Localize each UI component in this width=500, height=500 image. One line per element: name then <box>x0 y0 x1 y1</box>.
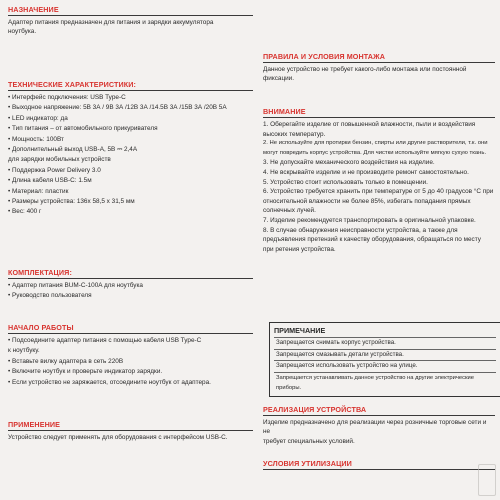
note-row: Запрещается смазывать детали устройства. <box>274 349 496 361</box>
spec-item: • Выходное напряжение: 5В 3А / 9В 3А /12В 3А /14.5В 3А /15В 3А /20В 5А <box>8 104 227 112</box>
mounting-section <box>263 52 495 84</box>
attention-item: предъявления претензий к качеству оборудования, обращаться по месту <box>263 236 481 244</box>
heading-divider <box>8 90 253 91</box>
attention-item: 1. Оберегайте изделие от повышенной влажности, пыли и воздействия <box>263 121 476 128</box>
mounting-line: фиксации. <box>263 75 295 83</box>
note-row: Запрещается снимать корпус устройства. <box>274 337 496 349</box>
spec-item: • Мощность: 100Вт <box>8 135 64 143</box>
attention-item: 8. В случае обнаружения неисправности устройства, а также для <box>263 226 458 234</box>
attention-item: 4. Не вскрывайте изделие и не производите ремонт самостоятельно. <box>263 168 469 176</box>
disposal-section <box>263 459 495 472</box>
usage-line: Устройство следует применять для оборудования с интерфейсом USB-C. <box>8 434 228 441</box>
attention-item: могут повредить корпус устройства. Для чистки используйте мягкую сухую ткань. <box>263 149 487 156</box>
spec-item: • Материал: пластик <box>8 187 69 195</box>
mounting-heading: ПРАВИЛА И УСЛОВИЯ МОНТАЖА <box>263 52 385 61</box>
attention-item: при ретения устройства. <box>263 245 336 253</box>
heading-divider <box>8 333 253 334</box>
mounting-line: Данное устройство не требует какого-либо монтажа или постоянной <box>263 66 467 73</box>
kit-section <box>8 268 253 302</box>
heading-divider <box>8 278 253 279</box>
start-item: к ноутбуку. <box>8 347 40 355</box>
start-item: • Включите ноутбук и проверьте индикатор зарядки. <box>8 368 163 376</box>
note-row: Запрещается использовать устройство на улице. <box>274 360 496 372</box>
attention-heading: ВНИМАНИЕ <box>263 107 306 116</box>
heading-divider <box>8 15 253 16</box>
specs-section <box>8 80 253 218</box>
attention-item: 6. Устройство требуется хранить при температуре от 5 до 40 градусов °С при <box>263 188 494 196</box>
spec-item: • Вес: 400 г <box>8 208 42 216</box>
spec-item: • LED индикатор: да <box>8 114 68 122</box>
attention-item: 2. Не используйте для протирки бензин, спирты или другие растворители, т.к. они <box>263 140 488 147</box>
usage-heading: ПРИМЕНЕНИЕ <box>8 420 61 429</box>
disposal-heading: УСЛОВИЯ УТИЛИЗАЦИИ <box>263 459 352 468</box>
start-heading: НАЧАЛО РАБОТЫ <box>8 323 74 332</box>
attention-item: солнечных лучей. <box>263 207 316 215</box>
purpose-heading: НАЗНАЧЕНИЕ <box>8 5 59 14</box>
start-item: • Подсоедините адаптер питания с помощью кабеля USB Type-C <box>8 337 202 344</box>
usage-section <box>8 420 253 443</box>
attention-item: 5. Устройство стоит использовать только в помещении. <box>263 178 428 186</box>
kit-item: • Адаптер питания BUM-C-100A для ноутбука <box>8 282 143 289</box>
sales-line: требует специальных условий. <box>263 437 355 445</box>
heading-divider <box>263 469 495 470</box>
faded-certification-mark <box>478 464 496 496</box>
heading-divider <box>263 62 495 63</box>
start-item: • Вставьте вилку адаптера в сеть 220В <box>8 357 124 365</box>
spec-item: • Длина кабеля USB-C: 1.5м <box>8 177 92 185</box>
heading-divider <box>263 117 495 118</box>
attention-item: относительной влажности не более 85%, избегать попадания прямых <box>263 197 471 205</box>
attention-item: 3. Не допускайте механического воздействия на изделие. <box>263 159 435 167</box>
purpose-section <box>8 5 253 37</box>
sales-heading: РЕАЛИЗАЦИЯ УСТРОЙСТВА <box>263 405 367 414</box>
sales-line: Изделие предназначено для реализации через розничные торговые сети и не <box>263 419 487 436</box>
purpose-line: Адаптер питания предназначен для питания и зарядки аккумулятора <box>8 19 214 26</box>
sales-section <box>263 405 495 446</box>
attention-item: высоких температур. <box>263 130 326 138</box>
purpose-line: ноутбука. <box>8 28 37 36</box>
attention-section <box>263 107 495 254</box>
note-heading: ПРИМЕЧАНИЕ <box>274 326 326 335</box>
kit-heading: КОМПЛЕКТАЦИЯ: <box>8 268 72 277</box>
heading-divider <box>8 430 253 431</box>
start-item: • Если устройство не заряжается, отсоедините ноутбук от адаптера. <box>8 378 211 386</box>
note-box <box>269 322 500 397</box>
spec-item: • Дополнительный выход USB-A, 5В ⎓ 2,4А <box>8 146 138 154</box>
note-row: Запрещается устанавливать данное устройство на другие электрические приборы. <box>274 372 496 394</box>
start-section <box>8 323 253 388</box>
attention-item: 7. Изделие рекомендуется транспортировать в оригинальной упаковке. <box>263 216 476 224</box>
spec-item: • Поддержка Power Delivery 3.0 <box>8 166 101 174</box>
heading-divider <box>263 415 495 416</box>
kit-item: • Руководство пользователя <box>8 292 92 300</box>
spec-item: • Размеры устройства: 136х 58,5 х 31,5 мм <box>8 198 135 206</box>
spec-item: • Тип питания – от автомобильного прикуривателя <box>8 125 158 133</box>
spec-item: для зарядки мобильных устройств <box>8 156 111 164</box>
spec-item: • Интерфейс подключения: USB Type-C <box>8 94 126 101</box>
specs-heading: ТЕХНИЧЕСКИЕ ХАРАКТЕРИСТИКИ: <box>8 80 136 89</box>
